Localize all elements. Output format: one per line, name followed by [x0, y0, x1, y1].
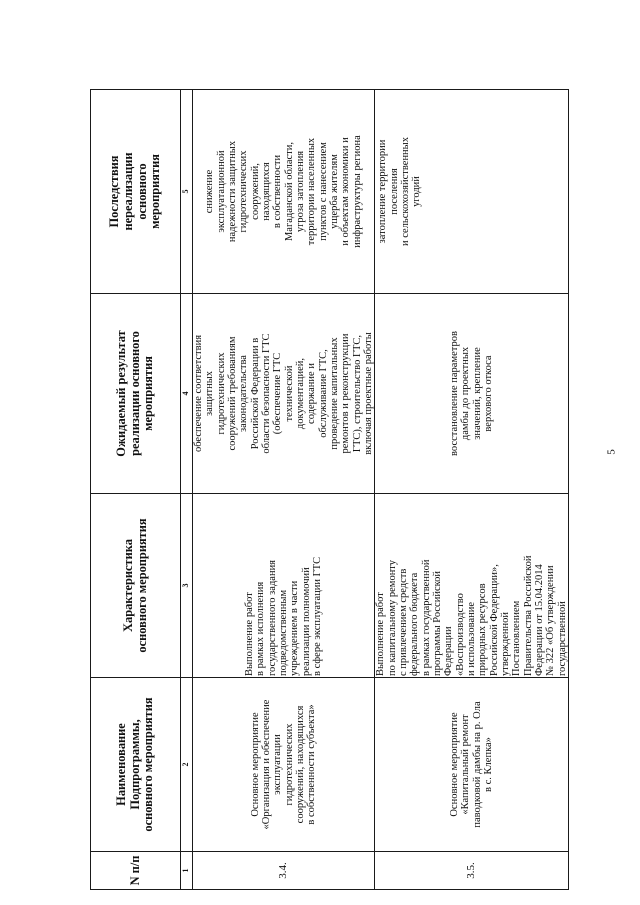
header-result: Ожидаемый результат реализации основного мероприятия	[91, 294, 181, 494]
row-index: 3.5.	[375, 852, 569, 890]
row-characteristic: Выполнение работ в рамках исполнения государственного задания подведомственным учреждением в части реализации полномочий в сфере эксплуатации ГТС	[193, 494, 375, 678]
column-number: 5	[181, 90, 193, 294]
column-number: 4	[181, 294, 193, 494]
column-number: 1	[181, 852, 193, 890]
column-number: 3	[181, 494, 193, 678]
row-name: Основное мероприятие «Организация и обеспечение эксплуатации гидротехнических сооружений, находящихся в собственности субъекта»	[193, 678, 375, 852]
page-number: 5	[605, 449, 618, 455]
column-number-row	[181, 90, 193, 890]
row-index: 3.4.	[193, 852, 375, 890]
header-row	[91, 90, 181, 890]
row-result: обеспечение соответствия защитных гидротехнических сооружений требованиям законодательства Российской Федерации в области безопасности ГТС (обеспечение ГТС технической документацией, содержание и обслуживание ГТС, проведение капитальных ремонтов и реконструкции ГТС), строительство ГТС, включая проектные работы	[193, 294, 375, 494]
header-consequence: Последствия нереализации основного мероприятия	[91, 90, 181, 294]
row-consequence: снижение эксплуатационной надежности защитных гидротехнических сооружений, находящихся в собственности Магаданской области, угроза затопления территории населенных пунктов с нанесением ущерба жителям и объектам экономики и инфраструктуры региона	[193, 90, 375, 294]
program-activities-table	[90, 89, 569, 890]
header-index: N п/п	[91, 852, 181, 890]
table-row	[193, 90, 375, 890]
column-number: 2	[181, 678, 193, 852]
row-characteristic: Выполнение работ по капитальному ремонту с привлечением средств федерального бюджета в рамках государственной программы Российской Федерации «Воспроизводство и использование природных ресурсов Российской Федерации», утвержденной Постановлением Правительства Российской Федерации от 15.04.2014 № 322 «Об утверждении государственной	[375, 494, 569, 678]
table-row	[375, 90, 569, 890]
rotated-table-container	[90, 90, 568, 890]
header-name: Наименование Подпрограммы, основного мероприятия	[91, 678, 181, 852]
row-result: восстановление параметров дамбы до проектных значений, крепление верхового откоса	[375, 294, 569, 494]
header-characteristic: Характеристика основного мероприятия	[91, 494, 181, 678]
row-name: Основное мероприятие «Капитальный ремонт паводковой дамбы на р. Ола в с. Клепка»	[375, 678, 569, 852]
row-consequence: затопление территории поселения и сельскохозяйственных угодий	[375, 90, 569, 294]
